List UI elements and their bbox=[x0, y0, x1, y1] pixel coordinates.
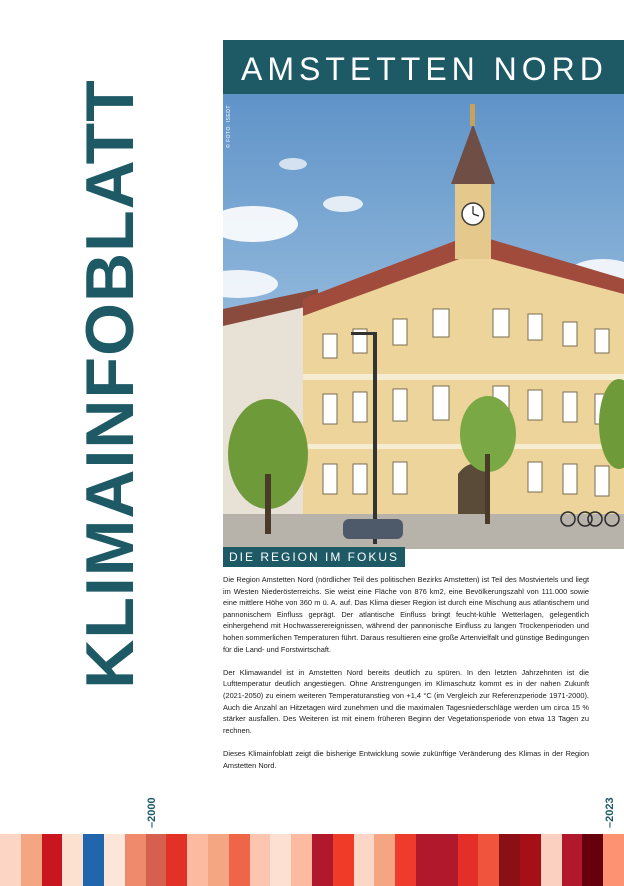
stripe bbox=[437, 834, 458, 886]
stripe bbox=[0, 834, 21, 886]
stripe bbox=[208, 834, 229, 886]
stripe bbox=[42, 834, 63, 886]
stripe bbox=[187, 834, 208, 886]
hero-photo bbox=[223, 94, 624, 549]
header-banner bbox=[223, 40, 624, 94]
body-text bbox=[223, 574, 589, 783]
paragraph: Dieses Klimainfoblatt zeigt die bisherige Entwicklung sowie zukünftige Veränderung des Klimas in der Region Amstetten Nord. bbox=[223, 748, 589, 770]
stripe bbox=[270, 834, 291, 886]
stripe bbox=[146, 834, 167, 886]
year-start: –2000 bbox=[146, 797, 158, 828]
stripe bbox=[250, 834, 271, 886]
stripe bbox=[312, 834, 333, 886]
stripe bbox=[125, 834, 146, 886]
stripe bbox=[541, 834, 562, 886]
stripe bbox=[83, 834, 104, 886]
stripe bbox=[229, 834, 250, 886]
stripe bbox=[333, 834, 354, 886]
vertical-title bbox=[20, 40, 200, 728]
stripe bbox=[478, 834, 499, 886]
stripe bbox=[499, 834, 520, 886]
stripe bbox=[166, 834, 187, 886]
stripe bbox=[291, 834, 312, 886]
stripe bbox=[458, 834, 479, 886]
photo-credit: © FOTO: ISEDT bbox=[226, 105, 232, 148]
stripe bbox=[603, 834, 624, 886]
stripe bbox=[416, 834, 437, 886]
town-hall-photo bbox=[223, 94, 624, 549]
year-end: –2023 bbox=[604, 797, 616, 828]
stripe bbox=[62, 834, 83, 886]
paragraph: Die Region Amstetten Nord (nördlicher Teil des politischen Bezirks Amstetten) ist Teil des Mostviertels und liegt im Westen Niederösterreichs. Sie weist eine Fläche von 876 km2, eine Bevölkerungszahl von 111.000 sowie eine mittlere Höhe von 360 m ü. A. auf. Das Klima dieser Region ist durch eine Mischung aus atlantischem und pannonischem Einfluss geprägt. Der atlantische Einfluss bringt feucht-kühle Wetterlagen, gelegentlich einhergehend mit Hochwasserereignissen, während der pannonische Einfluss zu langen Trockenperioden und hohen sommerlichen Temperaturen führt. Daraus resultieren eine große Artenvielfalt und günstige Bedingungen für die Land- und Forstwirtschaft. bbox=[223, 575, 589, 654]
stripe bbox=[374, 834, 395, 886]
stripe bbox=[395, 834, 416, 886]
vertical-title-text: KLIMAINFOBLATT bbox=[72, 79, 148, 689]
stripe bbox=[354, 834, 375, 886]
page-title: AMSTETTEN NORD bbox=[241, 51, 608, 87]
warming-stripes bbox=[0, 834, 624, 886]
section-heading: DIE REGION IM FOKUS bbox=[223, 547, 405, 567]
stripe bbox=[21, 834, 42, 886]
stripe bbox=[104, 834, 125, 886]
stripe bbox=[562, 834, 583, 886]
stripe bbox=[520, 834, 541, 886]
stripe bbox=[582, 834, 603, 886]
paragraph: Der Klimawandel ist in Amstetten Nord bereits deutlich zu spüren. In den letzten Jahrzehnten ist die Lufttemperatur deutlich angestiegen. Ohne Anstrengungen im Klimaschutz kommt es in der nahen Zukunft (2021-2050) zu einem weiteren Temperaturanstieg von +1,4 °C (im Vergleich zur Referenzperiode 1971-2000). Auch die Anzahl an Hitzetagen wird zunehmen und die maximalen Tagesniederschläge werden um circa 15 % stärker ausfallen. Des Weiteren ist mit einem früheren Beginn der Vegetationsperiode von etwa 13 Tagen zu rechnen. bbox=[223, 667, 589, 735]
